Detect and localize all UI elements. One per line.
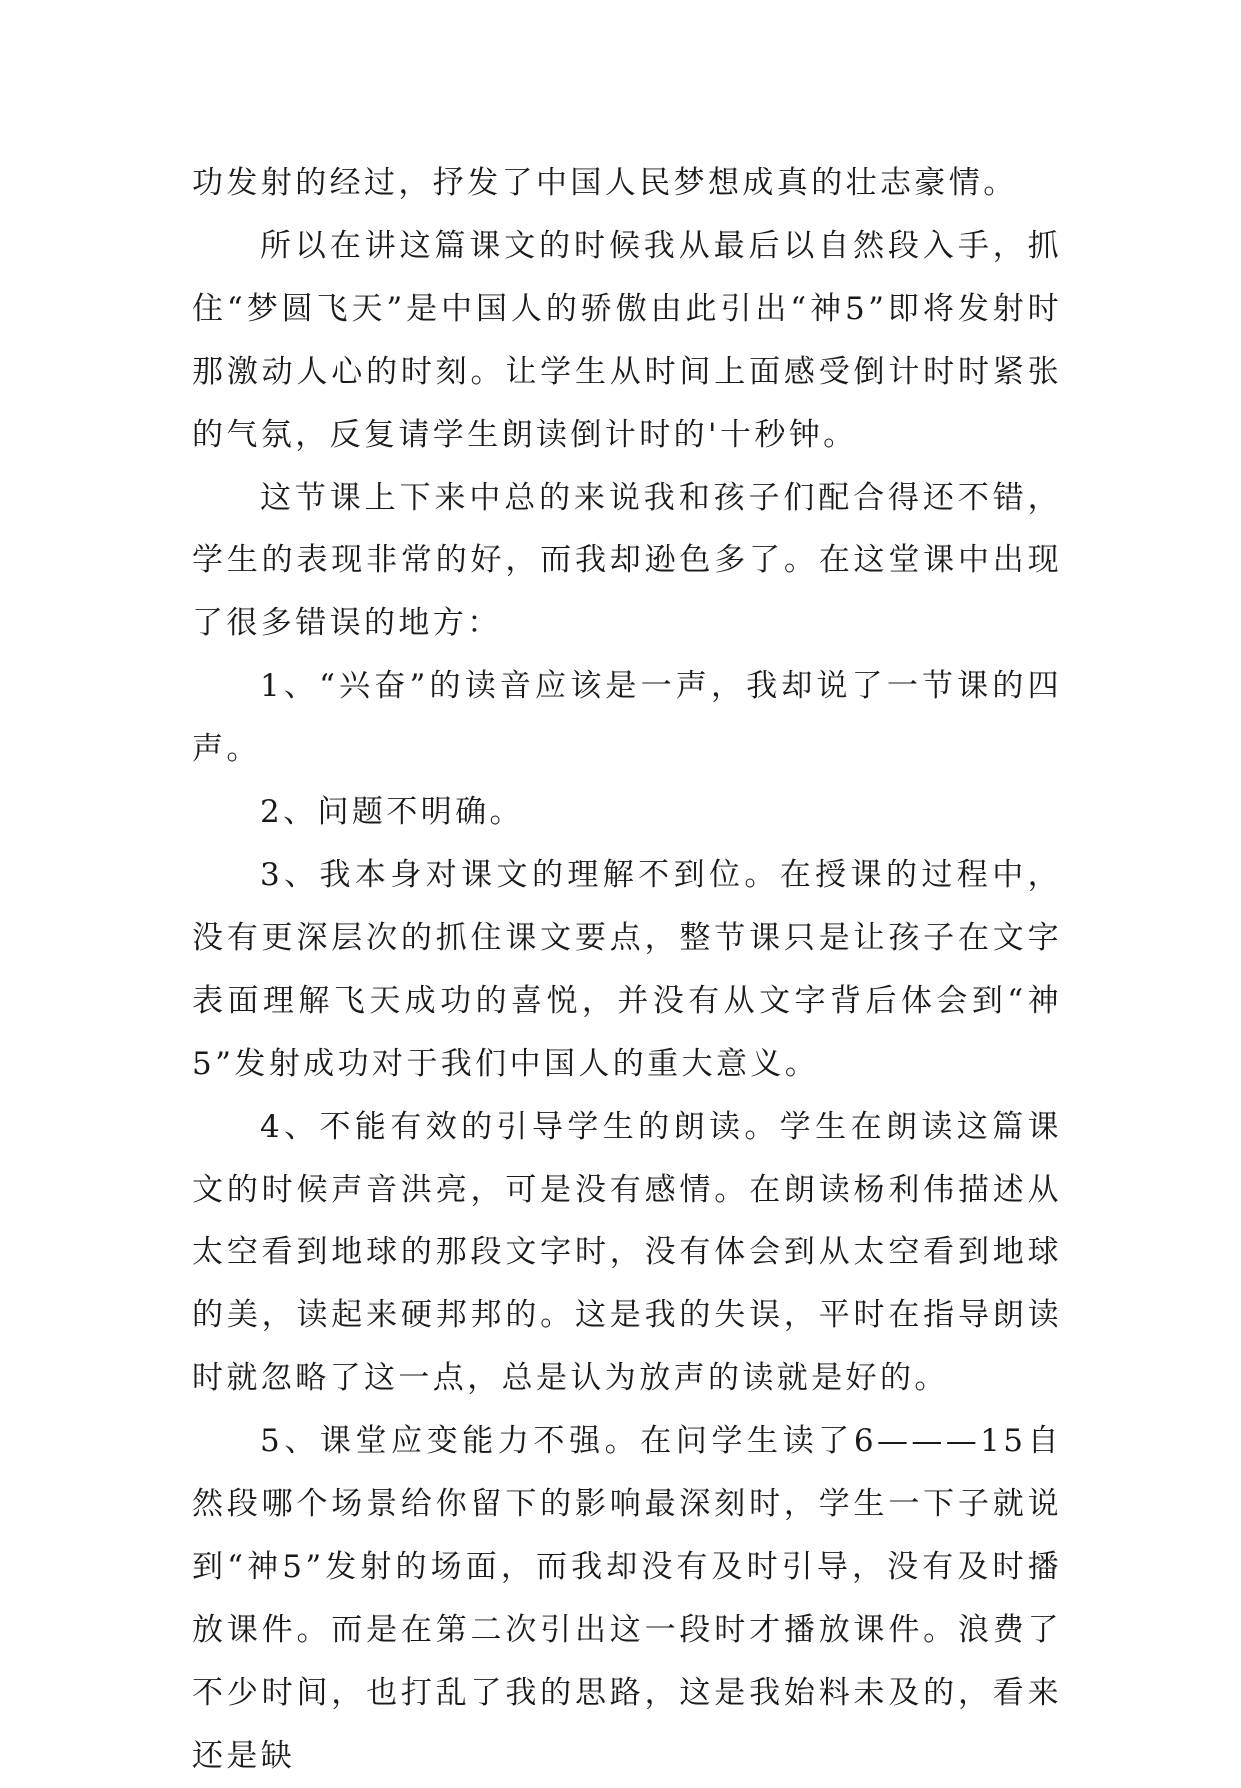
list-item-1: 1、“兴奋”的读音应该是一声，我却说了一节课的四声。 [192,668,1062,768]
paragraph-continuation: 功发射的经过，抒发了中国人民梦想成真的壮志豪情。 [192,165,1018,201]
list-item-3: 3、我本身对课文的理解不到位。在授课的过程中，没有更深层次的抓住课文要点，整节课只是让孩子在文字表面理解飞天成功的喜悦，并没有从文字背后体会到“神5”发射成功对于我们中国人的重大意义。 [192,856,1062,1082]
paragraph-approach: 所以在讲这篇课文的时候我从最后以自然段入手，抓住“梦圆飞天”是中国人的骄傲由此引出“神5”即将发射时那激动人心的时刻。让学生从时间上面感受倒计时时紧张的气氛，反复请学生朗读倒计时的'十秒钟。 [192,227,1062,453]
paragraph-summary: 这节课上下来中总的来说我和孩子们配合得还不错，学生的表现非常的好，而我却逊色多了。在这堂课中出现了很多错误的地方： [192,479,1062,642]
list-item-4: 4、不能有效的引导学生的朗读。学生在朗读这篇课文的时候声音洪亮，可是没有感情。在朗读杨利伟描述从太空看到地球的那段文字时，没有体会到从太空看到地球的美，读起来硬邦邦的。这是我的失误，平时在指导朗读时就忽略了这一点，总是认为放声的读就是好的。 [192,1108,1062,1397]
list-item-2: 2、问题不明确。 [260,794,524,831]
document-body [192,152,1062,1788]
list-item-5: 5、课堂应变能力不强。在问学生读了6———15自然段哪个场景给你留下的影响最深刻时，学生一下子就说到“神5”发射的场面，而我却没有及时引导，没有及时播放课件。而是在第二次引出这一段时才播放课件。浪费了不少时间，也打乱了我的思路，这是我始料未及的，看来还是缺 [192,1423,1062,1774]
